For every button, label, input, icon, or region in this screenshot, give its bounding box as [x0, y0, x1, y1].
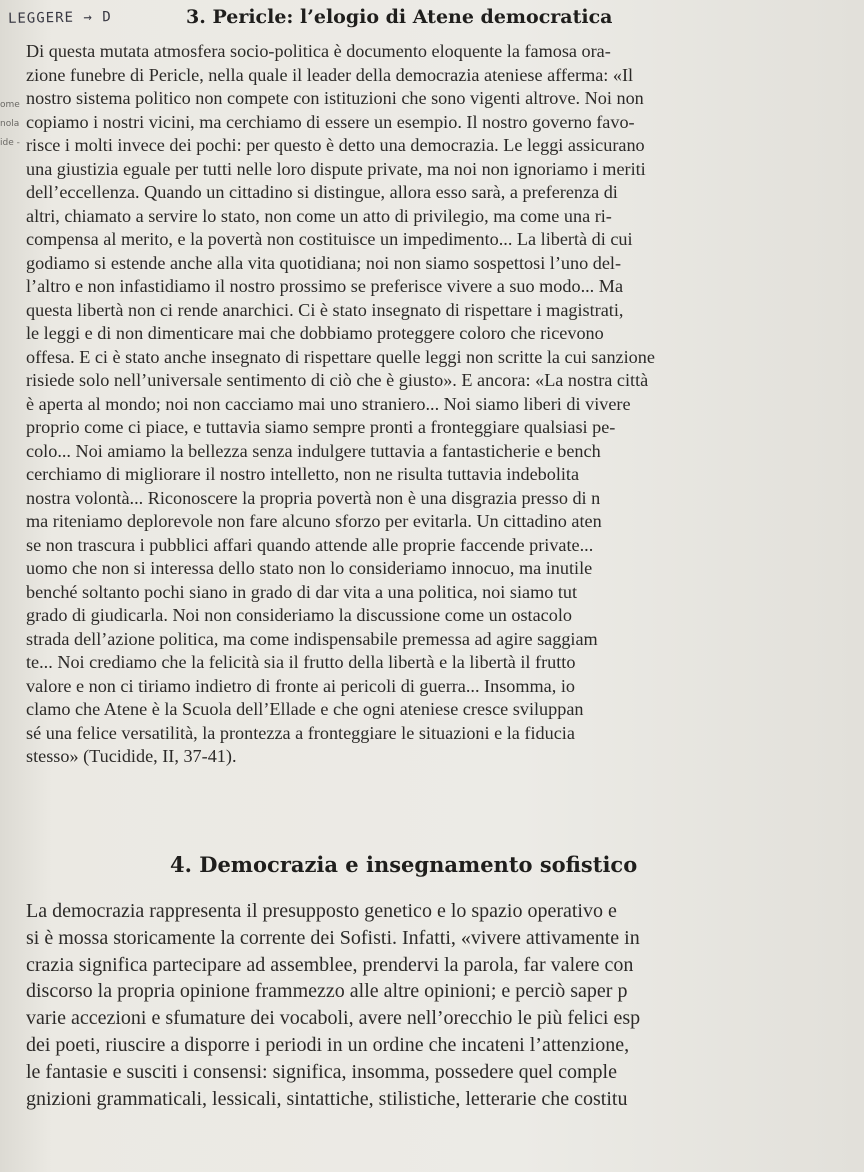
text-line: clamo che Atene è la Scuola dell’Ellade e che ogni ateniese cresce sviluppan: [26, 699, 584, 719]
text-line: proprio come ci piace, e tuttavia siamo sempre pronti a fronteggiare qualsiasi pe-: [26, 417, 616, 437]
text-line: grado di giudicarla. Noi non consideriamo la discussione come un ostacolo: [26, 605, 572, 625]
text-line: dei poeti, riuscire a disporre i periodi in un ordine che incateni l’attenzione,: [26, 1033, 630, 1056]
handwritten-note: LEGGERE → D: [7, 9, 112, 27]
text-line: una giustizia eguale per tutti nelle loro dispute private, ma noi non ignoriamo i meriti: [26, 158, 646, 179]
text-line: Di questa mutata atmosfera socio-politica è documento eloquente la famosa ora-: [26, 41, 611, 61]
text-line: è aperta al mondo; noi non cacciamo mai uno straniero... Noi siamo liberi di vivere: [26, 393, 631, 414]
text-line: te... Noi crediamo che la felicità sia il frutto della libertà e la libertà il frutto: [26, 652, 576, 672]
margin-note: ome: [0, 100, 20, 110]
text-line: godiamo si estende anche alla vita quotidiana; noi non siamo sospettosi l’uno del-: [26, 252, 622, 273]
text-line: offesa. E ci è stato anche insegnato di rispettare quelle leggi non scritte la cui sanzione: [26, 346, 655, 367]
text-line: risce i molti invece dei pochi: per questo è detto una democrazia. Le leggi assicurano: [26, 135, 645, 155]
text-line: sé una felice versatilità, la prontezza a fronteggiare le situazioni e la fiducia: [26, 722, 575, 743]
text-line: l’altro e non infastidiamo il nostro prossimo se preferisce vivere a suo modo... Ma: [26, 276, 624, 296]
text-line: se non trascura i pubblici affari quando attende alle proprie faccende private...: [26, 534, 594, 555]
text-line: stesso» (Tucidide, II, 37-41).: [26, 746, 237, 766]
margin-note: ide -: [0, 138, 20, 148]
text-line: altri, chiamato a servire lo stato, non come un atto di privilegio, ma come una ri-: [26, 205, 612, 226]
text-line: cerchiamo di migliorare il nostro intelletto, non ne risulta tuttavia indebolita: [26, 464, 580, 484]
text-line: compensa al merito, e la povertà non costituisce un impedimento... La libertà di cui: [26, 229, 633, 249]
text-line: ma riteniamo deplorevole non fare alcuno sforzo per evitarla. Un cittadino aten: [26, 511, 602, 531]
text-line: benché soltanto pochi siano in grado di dar vita a una politica, noi siamo tut: [26, 581, 578, 602]
text-line: copiamo i nostri vicini, ma cerchiamo di essere un esempio. Il nostro governo favo-: [26, 111, 635, 132]
text-line: discorso la propria opinione frammezzo alle altre opinioni; e perciò saper p: [26, 980, 628, 1003]
section-3-body: [26, 40, 864, 769]
section-4-body: [26, 898, 864, 1112]
text-line: La democrazia rappresenta il presupposto genetico e lo spazio operativo e: [26, 900, 617, 922]
text-line: si è mossa storicamente la corrente dei Sofisti. Infatti, «vivere attivamente in: [26, 926, 640, 949]
text-line: strada dell’azione politica, ma come indispensabile premessa ad agire saggiam: [26, 628, 598, 649]
section-4-title: 4. Democrazia e insegnamento sofistico: [170, 852, 638, 877]
text-line: varie accezioni e sfumature dei vocaboli, avere nell’orecchio le più felici esp: [26, 1007, 641, 1030]
text-line: nostro sistema politico non compete con istituzioni che sono vigenti altrove. Noi non: [26, 88, 644, 108]
text-line: risiede solo nell’universale sentimento di ciò che è giusto». E ancora: «La nostra città: [26, 370, 649, 390]
text-line: zione funebre di Pericle, nella quale il leader della democrazia ateniese afferma: «Il: [26, 64, 634, 85]
text-line: uomo che non si interessa dello stato non lo consideriamo innocuo, ma inutile: [26, 558, 593, 578]
text-line: crazia significa partecipare ad assemblee, prendervi la parola, far valere con: [26, 953, 634, 976]
section-3-title: 3. Pericle: l’elogio di Atene democratica: [186, 6, 613, 28]
text-line: le fantasie e susciti i consensi: significa, insomma, possedere quel comple: [26, 1060, 617, 1083]
text-line: valore e non ci tiriamo indietro di fronte ai pericoli di guerra... Insomma, io: [26, 675, 575, 696]
text-line: colo... Noi amiamo la bellezza senza indulgere tuttavia a fantasticherie e bench: [26, 440, 601, 461]
text-line: dell’eccellenza. Quando un cittadino si distingue, allora esso sarà, a preferenza di: [26, 182, 618, 202]
margin-note: nola: [0, 119, 20, 129]
text-line: gnizioni grammaticali, lessicali, sintattiche, stilistiche, letterarie che costitu: [26, 1087, 628, 1110]
text-line: nostra volontà... Riconoscere la propria povertà non è una disgrazia presso di n: [26, 487, 601, 508]
text-line: questa libertà non ci rende anarchici. Ci è stato insegnato di rispettare i magistrati,: [26, 299, 624, 320]
text-line: le leggi e di non dimenticare mai che dobbiamo proteggere coloro che ricevono: [26, 323, 604, 343]
